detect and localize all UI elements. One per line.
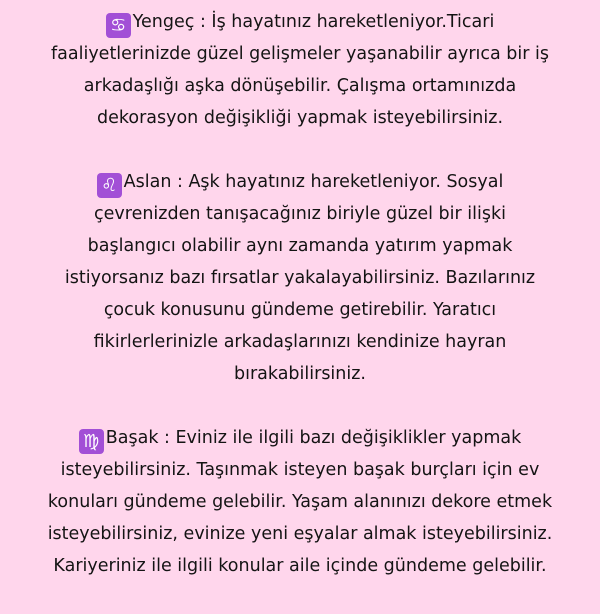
section-leo [14, 166, 586, 390]
section-line [14, 422, 586, 454]
section-line: faaliyetlerinizde güzel gelişmeler yaşanabilir ayrıca bir iş [50, 44, 549, 64]
section-line [14, 166, 586, 198]
section-line: arkadaşlığı aşka dönüşebilir. Çalışma ortamınızda [83, 76, 517, 96]
section-line: bırakabilirsiniz. [233, 364, 366, 384]
section-line: isteyebilirsiniz, evinize yeni eşyalar almak isteyebilirsiniz. [47, 524, 553, 544]
section-line: çocuk konusunu gündeme getirebilir. Yaratıcı [103, 300, 497, 320]
leo-zodiac-icon: ♌ [97, 173, 122, 198]
section-line: çevrenizden tanışacağınız biriyle güzel bir ilişki [94, 204, 506, 224]
cancer-title-line: Yengeç : İş hayatınız hareketleniyor.Ticari [132, 12, 495, 32]
section-line: başlangıcı olabilir aynı zamanda yatırım yapmak [87, 236, 513, 256]
cancer-zodiac-icon: ♋ [106, 13, 131, 38]
section-cancer [14, 6, 586, 134]
section-line [14, 6, 586, 38]
section-line: isteyebilirsiniz. Taşınmak isteyen başak burçları için ev [60, 460, 540, 480]
section-line: Kariyeriniz ile ilgili konular aile içinde gündeme gelebilir. [53, 556, 547, 576]
section-line: fikirlerlerinizle arkadaşlarınızı kendinize hayran [93, 332, 507, 352]
section-line: konuları gündeme gelebilir. Yaşam alanınızı dekore etmek [47, 492, 553, 512]
section-virgo [14, 422, 586, 582]
virgo-zodiac-icon: ♍ [79, 429, 104, 454]
leo-title-line: Aslan : Aşk hayatınız hareketleniyor. Sosyal [123, 172, 504, 192]
section-line: dekorasyon değişikliği yapmak isteyebilirsiniz. [96, 108, 504, 128]
section-line: istiyorsanız bazı fırsatlar yakalayabilirsiniz. Bazılarınız [64, 268, 536, 288]
virgo-title-line: Başak : Eviniz ile ilgili bazı değişiklikler yapmak [105, 428, 522, 448]
